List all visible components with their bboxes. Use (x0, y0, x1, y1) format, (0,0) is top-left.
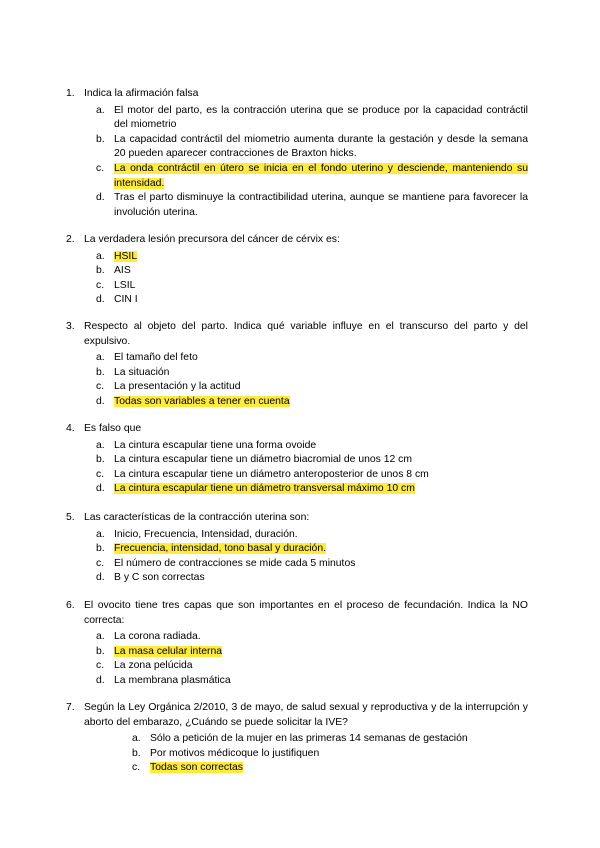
question-3 (66, 320, 528, 410)
option-letter: b. (96, 133, 105, 145)
option-letter: a. (96, 352, 105, 364)
option-letter: c. (96, 660, 105, 672)
option-text: La cintura escapular tiene un diámetro biacromial de unos 12 cm (114, 454, 413, 466)
option-text: La cintura escapular tiene un diámetro anteroposterior de unos 8 cm (114, 468, 429, 480)
highlighted-answer: La onda contráctil en útero se inicia en el fondo uterino y desciende, manteniendo su intensidad. (114, 162, 528, 189)
option-d-correct-answer (66, 482, 528, 497)
highlighted-answer: Todas son variables a tener en cuenta (114, 395, 290, 407)
option-text: Tras el parto disminuye la contractibilidad uterina, aunque se mantiene para favorecer la involución uterina. (114, 192, 528, 218)
option-a (66, 732, 528, 747)
option-letter: a. (96, 104, 105, 116)
question-text: Según la Ley Orgánica 2/2010, 3 de mayo, de salud sexual y reproductiva y de la interrupción y aborto del embarazo, ¿Cuándo se puede solicitar la IVE? (84, 702, 528, 728)
question-text: Respecto al objeto del parto. Indica qué variable influye en el transcurso del parto y del expulsivo. (84, 321, 528, 347)
option-b (66, 366, 528, 381)
question-text: Las características de la contracción uterina son: (84, 512, 310, 523)
option-letter: c. (96, 279, 105, 291)
option-letter: b. (96, 265, 105, 277)
option-a (66, 630, 528, 645)
question-4 (66, 422, 528, 497)
option-c-correct-answer (66, 761, 528, 776)
highlighted-answer: HSIL (114, 250, 138, 262)
option-letter: d. (96, 572, 105, 584)
option-b (66, 747, 528, 762)
option-letter: b. (96, 454, 105, 466)
question-text: Indica la afirmación falsa (84, 88, 199, 99)
question-number: 3. (66, 321, 75, 332)
option-letter: a. (96, 631, 105, 643)
option-b-correct-answer (66, 645, 528, 660)
option-text: B y C son correctas (114, 572, 205, 584)
option-a (66, 351, 528, 366)
option-text: La situación (114, 366, 170, 378)
option-letter: b. (132, 747, 141, 759)
option-letter: a. (96, 528, 105, 540)
option-text: Sólo a petición de la mujer en las primeras 14 semanas de gestación (150, 733, 468, 745)
question-6 (66, 599, 528, 689)
option-text: LSIL (114, 279, 136, 291)
option-letter: b. (96, 543, 105, 555)
option-letter: d. (96, 674, 105, 686)
option-c-correct-answer (66, 162, 528, 191)
option-c (66, 659, 528, 674)
option-letter: d. (96, 483, 105, 495)
option-letter: c. (132, 762, 141, 774)
option-text: El tamaño del feto (114, 352, 198, 364)
option-a (66, 104, 528, 133)
option-text: La corona radiada. (114, 631, 201, 643)
option-a-correct-answer (66, 250, 528, 265)
option-letter: c. (96, 557, 105, 569)
option-b (66, 453, 528, 468)
option-b (66, 133, 528, 162)
question-1 (66, 87, 528, 220)
question-number: 7. (66, 702, 75, 713)
question-number: 4. (66, 423, 75, 434)
question-text: Es falso que (84, 423, 142, 434)
option-letter: b. (96, 645, 105, 657)
option-letter: d. (96, 192, 105, 204)
option-c (66, 557, 528, 572)
question-text: La verdadera lesión precursora del cáncer de cérvix es: (84, 234, 340, 245)
option-text: El número de contracciones se mide cada 5 minutos (114, 557, 356, 569)
option-letter: d. (96, 294, 105, 306)
option-b (66, 264, 528, 279)
option-d (66, 674, 528, 689)
option-text: Por motivos médicoque lo justifiquen (150, 747, 320, 759)
option-text: AIS (114, 265, 131, 277)
option-d (66, 293, 528, 308)
question-number: 2. (66, 234, 75, 245)
question-5 (66, 511, 528, 586)
question-7 (66, 701, 528, 776)
option-text: CIN I (114, 294, 138, 306)
option-letter: a. (96, 250, 105, 262)
option-text: Inicio, Frecuencia, Intensidad, duración. (114, 528, 298, 540)
option-text: El motor del parto, es la contracción uterina que se produce por la capacidad contráctil del miometrio (114, 104, 528, 131)
option-letter: c. (96, 381, 105, 393)
question-number: 6. (66, 600, 75, 611)
option-d (66, 191, 528, 220)
option-text: La cintura escapular tiene una forma ovoide (114, 439, 317, 451)
option-c (66, 380, 528, 395)
option-d (66, 571, 528, 586)
option-b-correct-answer (66, 542, 528, 557)
option-c (66, 279, 528, 294)
option-letter: b. (96, 366, 105, 378)
highlighted-answer: La cintura escapular tiene un diámetro transversal máximo 10 cm (114, 483, 415, 495)
option-d-correct-answer (66, 395, 528, 410)
question-2 (66, 233, 528, 308)
option-text: La capacidad contráctil del miometrio aumenta durante la gestación y desde la semana 20 pueden aparecer contracciones de Braxton hicks. (114, 133, 528, 160)
question-number: 1. (66, 88, 75, 99)
option-text: La membrana plasmática (114, 674, 231, 686)
option-a (66, 528, 528, 543)
question-number: 5. (66, 512, 75, 523)
option-text: La zona pelúcida (114, 660, 193, 672)
option-text: La presentación y la actitud (114, 381, 241, 393)
highlighted-answer: La masa celular interna (114, 645, 223, 657)
option-letter: a. (96, 439, 105, 451)
highlighted-answer: Frecuencia, intensidad, tono basal y duración. (114, 543, 326, 555)
option-letter: d. (96, 395, 105, 407)
option-a (66, 439, 528, 454)
option-letter: c. (96, 162, 105, 174)
option-letter: c. (96, 468, 105, 480)
question-text: El ovocito tiene tres capas que son importantes en el proceso de fecundación. Indica la NO correcta: (84, 600, 528, 626)
option-c (66, 468, 528, 483)
highlighted-answer: Todas son correctas (150, 762, 243, 774)
option-letter: a. (132, 733, 141, 745)
